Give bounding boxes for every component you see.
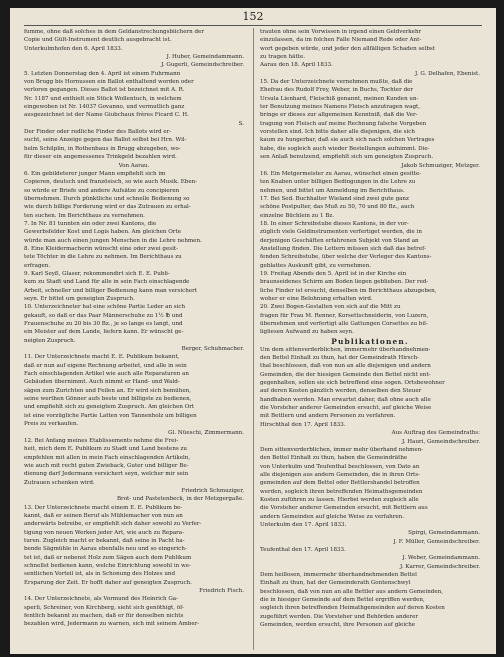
text-line: den Bettel Einhalt zu thun, hat der Gemeindrath Hirsch-: [260, 355, 420, 362]
text-line: andern Gemeinden auf gleiche Weise zu verfahren.: [260, 513, 404, 520]
text-line: Von Aarau.: [118, 162, 150, 169]
page-number: 152: [242, 10, 264, 23]
text-line: Berger, Schuhmacher.: [181, 346, 244, 353]
text-line: die Vorsteher anderer Gemeinden ersucht, auf gleiche Weise: [260, 405, 432, 412]
text-line: auf deren Kosten gänzlich werden, denselben den Steuer: [260, 388, 422, 395]
text-line: handhaben werden. Man erwartet daher, daß ohne auch alle: [260, 396, 431, 403]
text-line: alle diejenigen aus andern Gemeinden, die in ihren Orts-: [260, 471, 420, 478]
text-line: 8. Eine Kleidermacherin wünscht eine oder zwei gesit-: [24, 245, 178, 252]
text-line: fenden Schreibstube, über welche der Verleger des Kantons-: [260, 254, 432, 261]
text-line: zugeführt werden. Die Vorsteher und Behörden anderer: [260, 613, 419, 620]
text-line: Friedrich Schmuziger,: [181, 487, 244, 494]
text-line: Brot- und Pastetenbeck, in der Metzgergaße.: [116, 496, 244, 503]
text-line: anderwärts betreibe, er empfiehlt sich daher sowohl zu Verfer-: [24, 521, 202, 528]
text-line: sucht, seine Anzeige gegen das Ballot selbst bei Hrn. Wil-: [24, 137, 187, 144]
text-line: daß er nun auf eigene Rechnung arbeitet, und alle in sein: [24, 362, 187, 369]
text-line: vorstellen sind. Ich bitte daher alle diejenigen, die sich: [260, 129, 415, 136]
text-line: tete Töchter in die Lehre zu nehmen. Im Berichthaus zu: [24, 254, 182, 261]
text-line: J. G. Delhafen, Ebenist.: [415, 70, 480, 77]
text-line: so würde er Briefe und andere Aufsätze zu concipieren: [24, 187, 180, 194]
text-line: übernehmen und verfertigt alle Gattungen Corsettes zu bil-: [260, 321, 428, 328]
text-line: fragen für Frau M. Renner, Korsettschneiderin, von Luzern,: [260, 312, 429, 319]
text-line: woher er eine Belohnung erhalten wird.: [260, 296, 373, 302]
text-line: wort gegeben würde, und jeder den allfälligen Schaden selbst: [260, 45, 435, 52]
text-line: braunseidenes Schirm am Boden liegen geblieben. Der red-: [260, 279, 429, 286]
text-line: tet ist, daß er nebenst Holz zum Sägen auch dem Publikum: [24, 554, 192, 561]
text-line: wie durch billige Forderung wird er das Zutrauen zu erhal-: [24, 204, 191, 211]
text-line: seyn. Er bittet um geneigten Zuspruch.: [24, 296, 135, 302]
text-line: kum zu Stadt und Land für alle in sein Fach einschlagende: [24, 279, 190, 286]
text-line: neigten Zuspruch.: [24, 337, 76, 344]
text-line: habe, die sogleich auch wieder Bestellungen aufnimmt. Die-: [260, 145, 430, 152]
text-line: dienung darf Jedermann versichert seyn, welcher mir sein: [24, 471, 189, 478]
text-line: ausgezeichnet ist der Name Giubchaux frères Ficard C. H.: [24, 112, 189, 119]
text-line: 15. Da der Unterzeichnete vernehmen mußte, daß die: [260, 79, 413, 86]
left-column: [24, 28, 244, 650]
text-line: turen. Zugleich macht er bekannt, daß seine in Pacht ha-: [24, 537, 185, 544]
text-line: Preis zu verkaufen.: [24, 421, 79, 428]
text-line: 12. Bei Anfang meines Etablissements nehme die Frei-: [24, 437, 179, 444]
text-line: übernehmen. Durch pünktliche und schnelle Bedienung so: [24, 195, 190, 202]
text-line: empfehlen mit allen in mein Fach einschlagenden Artikeln,: [24, 454, 191, 461]
text-line: bezahlen wird, Jedermann zu warnen, sich mit seinem Amber-: [24, 621, 200, 628]
text-line: sogleich ihren betreffenden Heimathgemeinden auf deren Kosten: [260, 605, 445, 612]
text-line: helm Schilplin, in Rothenbaus in Brugg abzugeben, wo-: [24, 145, 181, 152]
text-line: 9. Karl Seyß, Glaser, rekommendirt sich E. E. Publi-: [24, 270, 170, 277]
text-line: einzulassen, da im folchen Falle Niemand Rede oder Ant-: [260, 37, 422, 44]
section-heading: Publikationen.: [331, 336, 409, 346]
text-line: heit, mich dem E. Publikum zu Stadt und Land bestens zu: [24, 446, 187, 453]
text-line: ein Meister auf dem Lande, liefern kann. Er wünscht ge-: [24, 329, 184, 336]
column-divider: [253, 28, 254, 650]
text-line: Friedrich Fisch.: [199, 588, 244, 595]
text-line: Um dem sittenverderblichen, immermehr überhandnehmen-: [260, 346, 431, 353]
text-line: sperli, Schreiner, von Kirchberg, sieht sich genöthigt, öf-: [24, 604, 184, 611]
text-line: derjenigen Geschäften erfahrenen Subjekt von Stand an: [260, 237, 419, 244]
text-line: Unterkulm den 17. April 1833.: [260, 521, 347, 528]
text-line: Ursula Lienhard, Fleischiß genannt, meinen Kunden un-: [260, 95, 419, 102]
text-line: Aus Auftrag des Gemeindraths:: [391, 430, 480, 437]
text-line: 20. Zwei Bogen-Gestalten von sich auf die Mitt zu: [260, 304, 401, 311]
text-line: sentlichen Vorteil ist, als in Schonung des Holzes und: [24, 571, 176, 578]
text-line: Copieren, deutsch und französisch, so wie auch Musik. Eben-: [24, 179, 198, 186]
text-line: erfragen.: [24, 262, 51, 269]
text-line: Gebäuden übernimmt. Auch nimmt er Hand- und Wald-: [24, 379, 180, 386]
text-line: Dem sittenverderblichen, immer mehr überhand nehmen-: [260, 446, 424, 453]
text-line: 11. Der Unterzeichnete macht E. E. Publikum bekannt,: [24, 354, 180, 361]
text-line: geblattes Auskunft gibt, zu vernehmen.: [260, 262, 372, 269]
text-line: Arbeit, schneller und billiger Bedienung kann man versichert: [24, 287, 198, 294]
text-line: thal beschlossen, daß von nun an alle diejenigen und andern: [260, 363, 431, 370]
text-line: Hirschthal den 17. April 1833.: [260, 421, 346, 428]
text-line: gemeinden auf dem Bettel oder Bettlershandel betroffen: [260, 480, 420, 487]
text-line: von Brugg bis Hornussen ein Ballot enthaltend worden oder: [24, 79, 194, 86]
text-line: liche Finder ist ersucht, denselben im Berichthaus abzugeben,: [260, 287, 437, 294]
text-line: wie auch mit recht guten Zwieback, Guter und billiger Be-: [24, 462, 189, 469]
text-line: bringe er dieses zur allgemeinen Kenntniß, daß die Ver-: [260, 112, 418, 119]
text-line: Anstellung finden. Die Lettern müssen sich daß das betref-: [260, 245, 426, 252]
text-line: sägen zum Zurichten und Feilen an. Er wird sich bemühen,: [24, 387, 191, 394]
text-line: Ersparung der Zeit. Er hofft daher auf geneigten Zuspruch.: [24, 579, 192, 586]
text-line: 19. Freitag Abends den 5. April ist in der Kirche ein: [260, 270, 407, 277]
text-line: die in hiesiger Gemeinde auf dem Bettel ergriffen werden,: [260, 597, 425, 604]
text-line: 7. In Nr. 81 tunnten ein oder zwei Kantons, die: [24, 220, 157, 227]
text-line: Jakob Schmuziger, Metzger.: [401, 162, 480, 169]
text-line: 16. Ein Metgermeister zu Aarau, wünschet einen gesitte-: [260, 170, 422, 177]
newspaper-page: [10, 8, 496, 654]
text-line: 13. Der Unterzeichnete macht einem E. E. Publikum be-: [24, 504, 183, 511]
text-line: Ehefrau des Rudolf Frey, Weber, in Buchs, Tochter der: [260, 87, 414, 94]
text-line: schöne Postpulter, das Muß zu 50, 70 und 80 Bz., auch: [260, 204, 415, 211]
text-line: 10. Unterzeichneter hat eine schöne Partie Leder an sich: [24, 304, 186, 311]
text-line: 5. Letzten Donnerstag den 4. April ist einem Fuhrmann: [24, 70, 181, 77]
text-line: 14. Der Unterzeichnete, als Vormund des Heinrich Ga-: [24, 596, 178, 603]
text-line: seine werthen Gönner aufs beste und billigste zu bedienen,: [24, 396, 192, 403]
header-rule: [24, 25, 482, 26]
text-line: verloren gegangen. Dieses Ballot ist bezeichnet mit A. R.: [24, 87, 185, 94]
text-line: einzelne Büchlein zu 1 Bz.: [260, 212, 335, 219]
text-line: Frauenschuhe zu 20 bis 30 Bz., je so lange es langt, und: [24, 321, 183, 328]
text-line: gegenhalten, sollen sie sich betreffend eine sogen. Ortsbewohner: [260, 380, 445, 387]
text-line: Gemeinden, die der hiesigen Gemeinde den Bettel nicht ent-: [260, 371, 431, 378]
text-line: ten Knaben unter billigen Bedingungen in die Lehre zu: [260, 179, 416, 186]
text-line: kannt, daß er seinen Beruf als Mühlemacher von nun an: [24, 512, 183, 519]
text-line: Nr. 1187 und enthielt ein Stück Wollentuch, in welchem: [24, 95, 182, 102]
text-line: J. Karrer, Gemeindschreiber.: [400, 563, 480, 570]
text-line: werden, sogleich ihren betreffenden Heimathsgemeinden: [260, 488, 423, 495]
text-line: trauten ohne sein Vorwissen in irgend einen Geldverkehr: [260, 29, 422, 35]
text-line: fentlich bekannt zu machen, daß er für denselben nichts: [24, 613, 184, 620]
text-line: für dieser ein angemessenes Trinkgeld bezahlen wird.: [24, 154, 177, 161]
text-line: Einhalt zu thun, hat der Gemeinderath Gontenschwyl: [260, 580, 411, 587]
text-line: eingewoben ist Nr. 14037 Govanno, und vermutlich ganz: [24, 104, 185, 111]
text-line: tigung von neuen Werken jeder Art, wie auch zu Repara-: [24, 529, 184, 536]
text-line: schnellst bedienen kann, welche Einrichtung sowohl in we-: [24, 563, 191, 569]
text-line: ten suchen. Im Berichthaus zu vernehmen.: [24, 212, 145, 219]
text-line: ligliesen Aufwand zu haben seyn.: [260, 329, 354, 336]
text-line: Der Finder oder redliche Finder des Ballots wird er-: [24, 129, 172, 136]
text-line: J. Huber, Gemeindammann.: [166, 54, 244, 61]
text-line: die Vorsteher anderer Gemeinden ersucht, mit Bettlern aus: [260, 505, 428, 512]
text-line: J. Gugerli, Gemeindschreiber.: [161, 62, 244, 69]
text-line: 17. Bei Sed. Buchhalter Wieland sind zwei gute ganz: [260, 195, 409, 202]
text-line: gekauft, so daß er das Paar Männerschuhe zu 1½ ℔ und: [24, 312, 183, 319]
text-line: bende Sägmühle in Aarau ebenfalls neu und so eingerich-: [24, 546, 187, 553]
text-line: beschlossen, daß von nun an alle Bettler aus andern Gemeinden,: [260, 588, 443, 595]
text-line: J. Hauri, Gemeindschreiber.: [401, 438, 480, 445]
text-line: Gemeinden, werden ersucht, ihre Personen auf gleiche: [260, 622, 416, 629]
text-line: Spirgi, Gemeindammann.: [408, 530, 480, 537]
text-line: 18. In einer Schreibstube dieses Kantons, in der vor-: [260, 220, 409, 227]
text-line: Unterkulmhofen den 6. April 1833.: [24, 45, 123, 52]
text-line: Kosten zuführen zu lassen. Hierbei werden zugleich alle: [260, 496, 419, 503]
text-line: mit Bettlern und andern Personen zu verfahren.: [260, 413, 396, 420]
text-line: nehmen, und bittet um Anmeldung im Berichthaus.: [260, 187, 405, 194]
text-line: von Unterkulm und Teufenthal beschlossen, von Dato an: [260, 463, 420, 470]
right-column: [260, 28, 480, 650]
text-line: Zutrauen schenken wird.: [24, 479, 95, 486]
text-line: J. F. Müller, Gemeindschreiber.: [393, 538, 480, 545]
text-line: würde man auch einen jungen Menschen in die Lehre nehmen.: [24, 237, 202, 244]
text-line: kaum zu hungerbar, daß sie auch sich nach solchen Vertrages: [260, 137, 435, 144]
text-line: zu tragen hätte.: [260, 54, 305, 61]
text-line: und empfiehlt sich zu geneigtem Zuspruch. Am gleichen Ort: [24, 404, 195, 411]
text-line: den Bettel Einhalt zu thun, haben die Gemeindräthe: [260, 455, 408, 462]
text-line: ist eine vorzügliche Partie Latten von Tannenholz um billigen: [24, 412, 197, 419]
text-line: Copie und Gült-Instrument deutlich ausgebracht ist.: [24, 37, 172, 44]
text-line: J. Weber, Gemeindammann.: [402, 555, 480, 562]
text-line: Aarau den 18. April 1833.: [260, 62, 333, 69]
text-line: Gl. Nüeschi, Zimmermann.: [168, 429, 244, 436]
text-line: fumme, ohne daß solches in dem Geldanstrechungsbiichern der: [24, 29, 204, 35]
text-line: tragung von Fleisch auf meine Rechnung falsche Vorgeben: [260, 120, 427, 127]
text-line: S.: [238, 120, 244, 127]
text-line: 6. Ein gebildeterer junger Mann empfiehlt sich im: [24, 170, 166, 177]
text-line: züglich viele Geldinstrumenten verfertiget werden, die in: [260, 229, 422, 236]
text-line: sen Anlaß benutzend, empfiehlt sich um geneigten Zuspruch.: [260, 154, 434, 161]
text-line: Teufenthal den 17. April 1833.: [260, 546, 346, 553]
text-line: Fach einschlagenden Artikel wie auch alle Reparaturen an: [24, 371, 189, 378]
text-line: Dem heillosen, immermehr überhandnehmenden Bettel: [260, 572, 417, 578]
text-line: Gewerbsfelder Kost und Logis haben. Am gleichen Orte: [24, 229, 181, 236]
text-line: ter Benutzung meines Namens Fleisch anzutragen wagt,: [260, 104, 421, 111]
